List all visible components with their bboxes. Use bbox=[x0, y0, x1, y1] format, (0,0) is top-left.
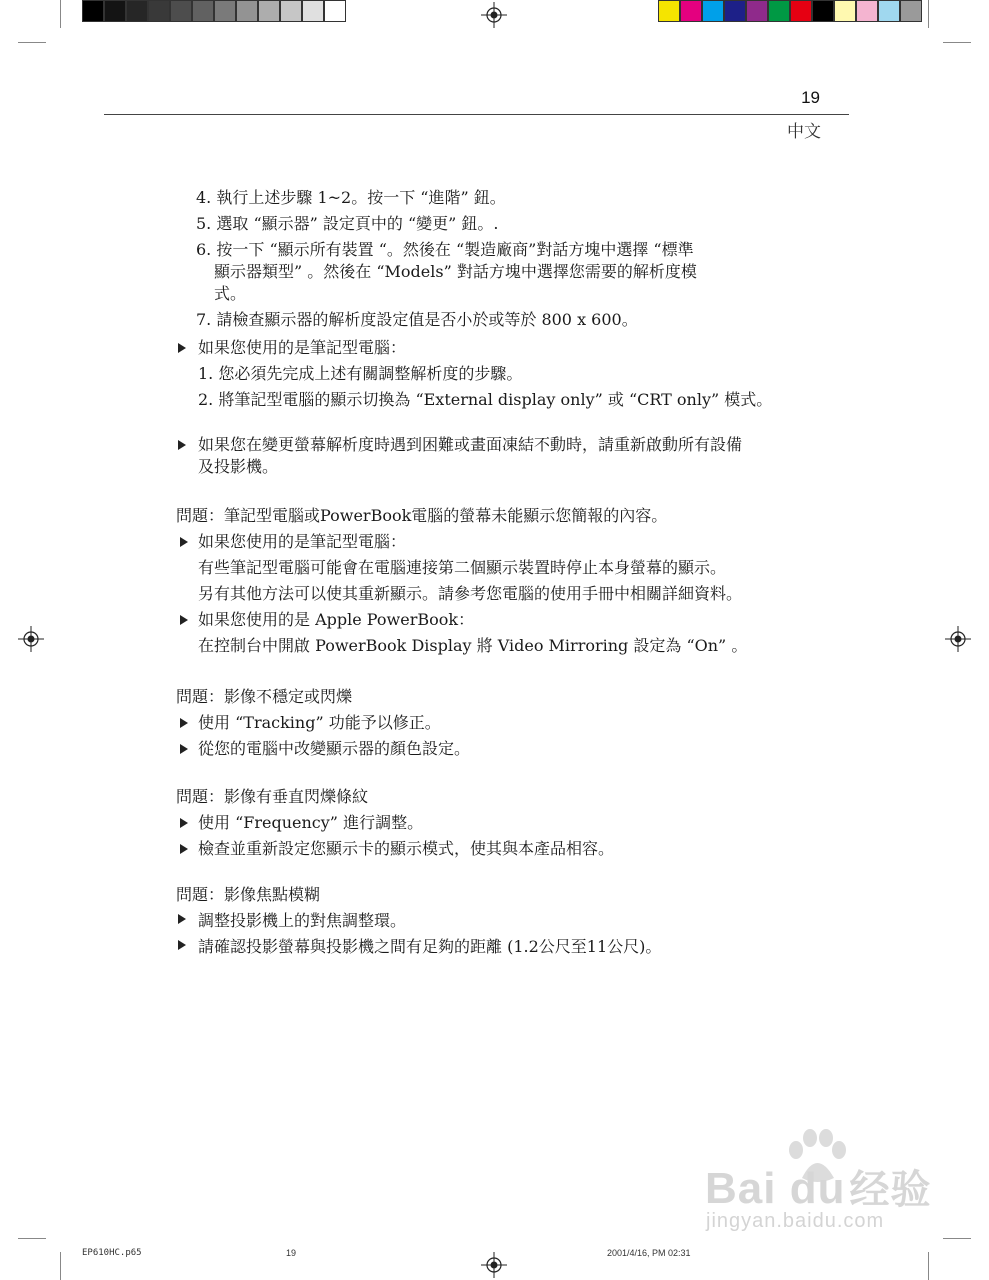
watermark-url: jingyan.baidu.com bbox=[706, 1210, 885, 1232]
calibration-swatch bbox=[878, 0, 900, 22]
calibration-swatch bbox=[104, 0, 126, 22]
calibration-swatch bbox=[724, 0, 746, 22]
problem-1-bullet-1-line-2: 有些筆記型電腦可能會在電腦連接第二個顯示裝置時停止本身螢幕的顯示。 bbox=[198, 558, 727, 577]
problem-1-bullet-1: 如果您使用的是筆記型電腦： bbox=[198, 532, 407, 551]
registration-mark-icon bbox=[18, 626, 44, 652]
bullet-arrow-icon bbox=[178, 940, 186, 950]
notebook-step-1: 1. 您必須先完成上述有關調整解析度的步驟。 bbox=[198, 364, 523, 383]
bullet-arrow-icon bbox=[180, 718, 188, 728]
language-label: 中文 bbox=[787, 122, 821, 142]
calibration-swatch bbox=[302, 0, 324, 22]
problem-4-bullet-1: 調整投影機上的對焦調整環。 bbox=[198, 911, 407, 930]
problem-2-bullet-2: 從您的電腦中改變顯示器的顏色設定。 bbox=[198, 739, 471, 758]
problem-2-bullet-1: 使用 “Tracking” 功能予以修正。 bbox=[198, 713, 441, 732]
footer-timestamp: 2001/4/16, PM 02:31 bbox=[607, 1248, 691, 1258]
freeze-note-line-1: 如果您在變更螢幕解析度時遇到困難或畫面凍結不動時，請重新啟動所有設備 bbox=[198, 435, 743, 454]
calibration-swatch bbox=[324, 0, 346, 22]
bullet-arrow-icon bbox=[180, 818, 188, 828]
calibration-swatch bbox=[702, 0, 724, 22]
color-calibration-bar bbox=[658, 0, 922, 22]
calibration-swatch bbox=[790, 0, 812, 22]
watermark-logo: Bai du 经验 bbox=[705, 1164, 932, 1213]
calibration-swatch bbox=[768, 0, 790, 22]
step-6-line-2: 顯示器類型” 。然後在 “Models” 對話方塊中選擇您需要的解析度模 bbox=[214, 262, 697, 281]
calibration-swatch bbox=[170, 0, 192, 22]
calibration-swatch bbox=[856, 0, 878, 22]
problem-3-title: 問題：影像有垂直閃爍條紋 bbox=[176, 787, 369, 806]
calibration-swatch bbox=[192, 0, 214, 22]
calibration-swatch bbox=[214, 0, 236, 22]
grey-calibration-bar bbox=[82, 0, 346, 22]
notebook-step-2: 2. 將筆記型電腦的顯示切換為 “External display only” 或 “CRT only” 模式。 bbox=[198, 390, 773, 409]
problem-3-bullet-1: 使用 “Frequency” 進行調整。 bbox=[198, 813, 424, 832]
calibration-swatch bbox=[900, 0, 922, 22]
calibration-swatch bbox=[658, 0, 680, 22]
registration-mark-icon bbox=[481, 2, 507, 28]
freeze-note-line-2: 及投影機。 bbox=[198, 457, 279, 476]
calibration-swatch bbox=[126, 0, 148, 22]
bullet-arrow-icon bbox=[178, 914, 186, 924]
step-6-line-1: 6. 按一下 “顯示所有裝置 “。然後在 “製造廠商”對話方塊中選擇 “標準 bbox=[196, 240, 694, 259]
crop-mark bbox=[18, 1238, 46, 1239]
bullet-arrow-icon bbox=[180, 844, 188, 854]
bullet-arrow-icon bbox=[180, 744, 188, 754]
bullet-arrow-icon bbox=[178, 440, 186, 450]
calibration-swatch bbox=[280, 0, 302, 22]
step-6-line-3: 式。 bbox=[214, 284, 247, 303]
crop-mark bbox=[928, 0, 929, 28]
crop-mark bbox=[60, 0, 61, 28]
registration-mark-icon bbox=[945, 626, 971, 652]
problem-4-bullet-2: 請確認投影螢幕與投影機之間有足夠的距離 (1.2公尺至11公尺)。 bbox=[198, 937, 662, 956]
problem-1-bullet-2: 如果您使用的是 Apple PowerBook： bbox=[198, 610, 475, 629]
problem-1-bullet-1-line-3: 另有其他方法可以使其重新顯示。請參考您電腦的使用手冊中相關詳細資料。 bbox=[198, 584, 743, 603]
problem-2-title: 問題：影像不穩定或閃爍 bbox=[176, 687, 353, 706]
header-rule bbox=[104, 114, 849, 115]
crop-mark bbox=[18, 42, 46, 43]
problem-4-title: 問題：影像焦點模糊 bbox=[176, 885, 321, 904]
footer-page: 19 bbox=[286, 1248, 297, 1258]
step-7: 7. 請檢查顯示器的解析度設定值是否小於或等於 800 x 600。 bbox=[196, 310, 638, 329]
crop-mark bbox=[943, 1238, 971, 1239]
calibration-swatch bbox=[236, 0, 258, 22]
calibration-swatch bbox=[258, 0, 280, 22]
crop-mark bbox=[60, 1252, 61, 1280]
problem-1-bullet-2-line-2: 在控制台中開啟 PowerBook Display 將 Video Mirroring 設定為 “On” 。 bbox=[198, 636, 748, 655]
calibration-swatch bbox=[834, 0, 856, 22]
calibration-swatch bbox=[746, 0, 768, 22]
problem-3-bullet-2: 檢查並重新設定您顯示卡的顯示模式，使其與本產品相容。 bbox=[198, 839, 615, 858]
bullet-arrow-icon bbox=[180, 537, 188, 547]
problem-1-title: 問題：筆記型電腦或PowerBook電腦的螢幕未能顯示您簡報的內容。 bbox=[176, 506, 668, 525]
bullet-arrow-icon bbox=[180, 615, 188, 625]
notebook-heading: 如果您使用的是筆記型電腦： bbox=[198, 338, 407, 357]
calibration-swatch bbox=[148, 0, 170, 22]
step-5: 5. 選取 “顯示器” 設定頁中的 “變更” 鈕。. bbox=[196, 214, 499, 233]
calibration-swatch bbox=[812, 0, 834, 22]
footer-file: EP610HC.p65 bbox=[82, 1248, 142, 1258]
step-4: 4. 執行上述步驟 1~2。按一下 “進階” 鈕。 bbox=[196, 188, 506, 207]
calibration-swatch bbox=[680, 0, 702, 22]
crop-mark bbox=[928, 1252, 929, 1280]
calibration-swatch bbox=[82, 0, 104, 22]
page-number: 19 bbox=[801, 88, 820, 107]
crop-mark bbox=[943, 42, 971, 43]
registration-mark-icon bbox=[481, 1252, 507, 1278]
bullet-arrow-icon bbox=[178, 343, 186, 353]
